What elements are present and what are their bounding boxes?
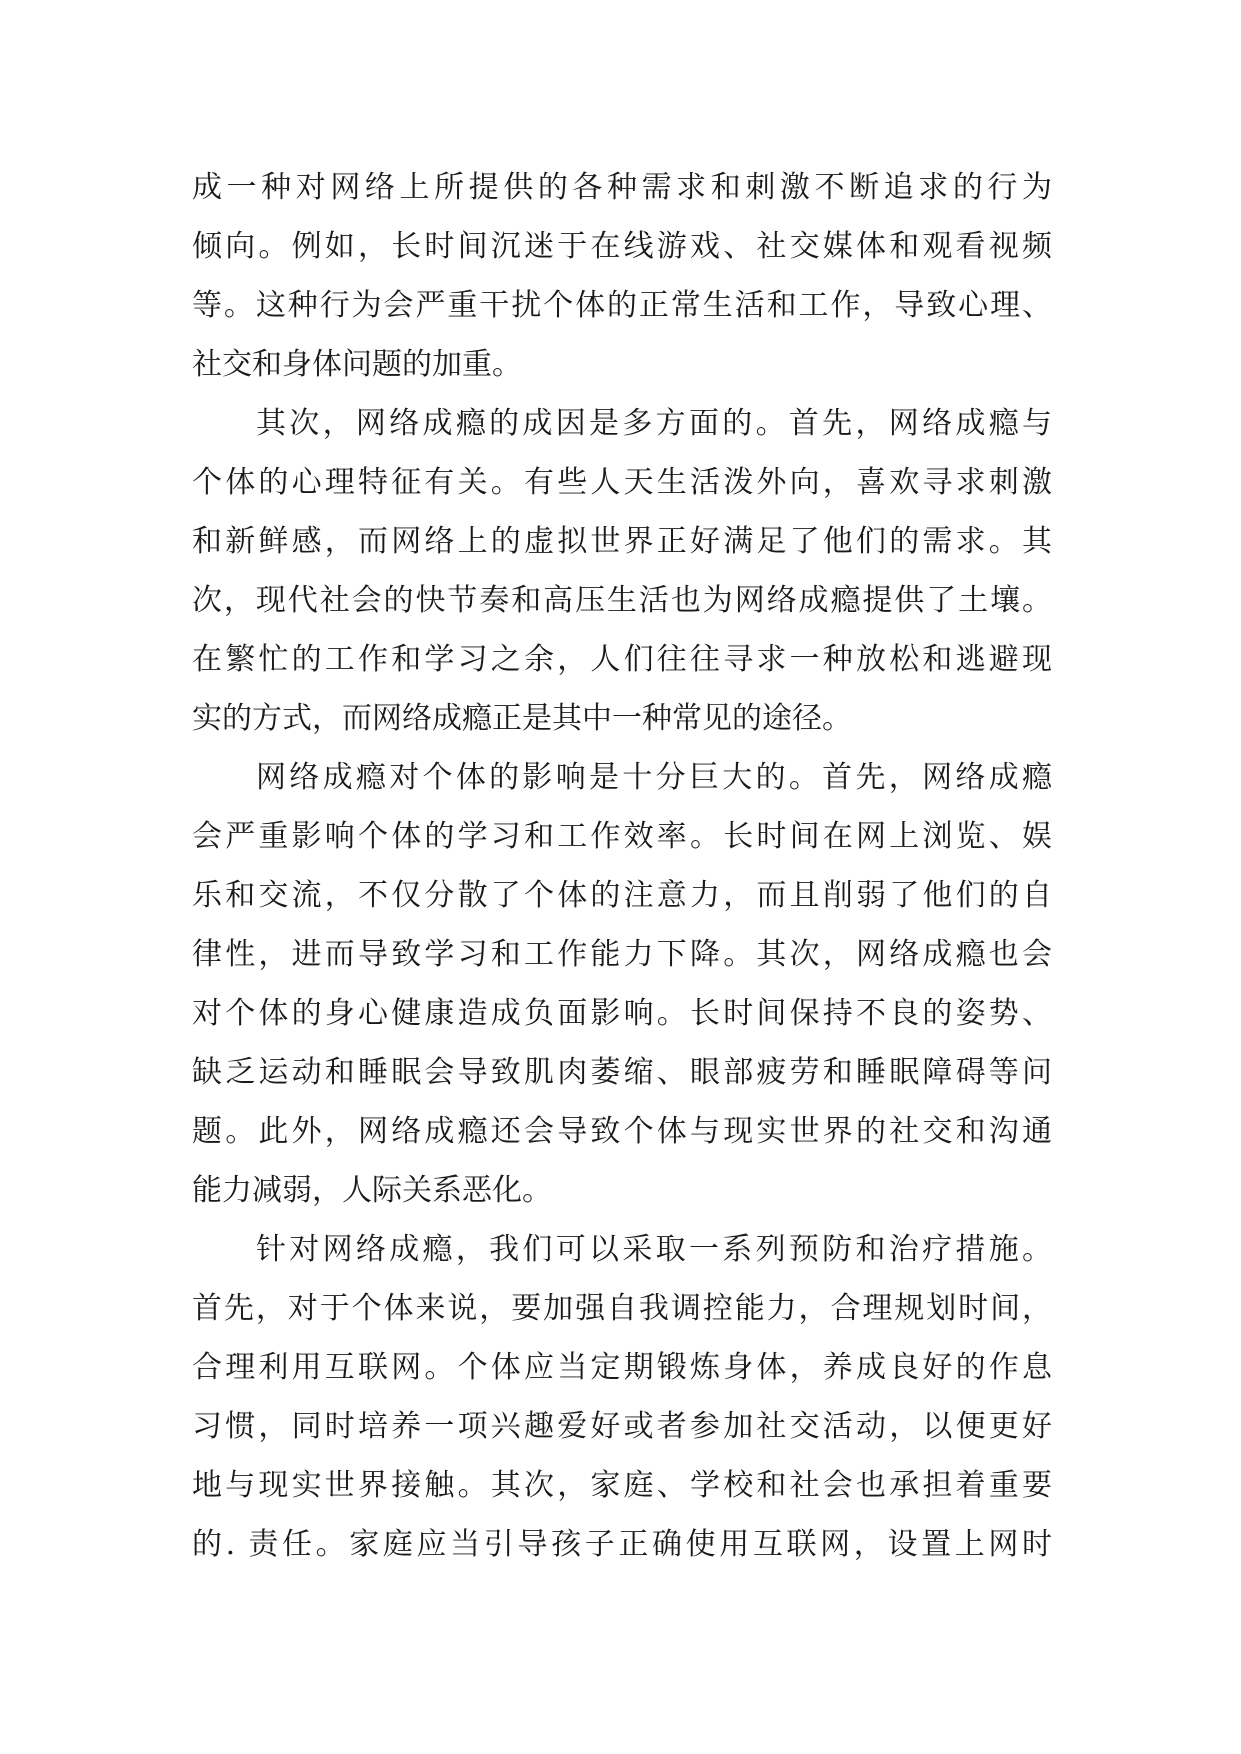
text-line: 缺乏运动和睡眠会导致肌肉萎缩、眼部疲劳和睡眠障碍等问 — [192, 1055, 1052, 1090]
text-line: 在繁忙的工作和学习之余，人们往往寻求一种放松和逃避现 — [192, 642, 1052, 677]
text-line: 首先，对于个体来说，要加强自我调控能力，合理规划时间， — [192, 1291, 1052, 1326]
text-line: 等。这种行为会严重干扰个体的正常生活和工作，导致心理、 — [192, 288, 1052, 323]
text-line: 乐和交流，不仅分散了个体的注意力，而且削弱了他们的自 — [192, 878, 1052, 913]
text-line: 习惯，同时培养一项兴趣爱好或者参加社交活动，以便更好 — [192, 1409, 1052, 1444]
paragraph-first-line: 其次，网络成瘾的成因是多方面的。首先，网络成瘾与 — [256, 406, 1052, 441]
text-line: 社交和身体问题的加重。 — [192, 347, 522, 382]
text-line: 的. 责任。家庭应当引导孩子正确使用互联网，设置上网时 — [192, 1527, 1052, 1562]
text-line: 成一种对网络上所提供的各种需求和刺激不断追求的行为 — [192, 170, 1052, 205]
text-line: 和新鲜感，而网络上的虚拟世界正好满足了他们的需求。其 — [192, 524, 1052, 559]
paragraph-first-line: 网络成瘾对个体的影响是十分巨大的。首先，网络成瘾 — [256, 760, 1052, 795]
text-line: 对个体的身心健康造成负面影响。长时间保持不良的姿势、 — [192, 996, 1052, 1031]
text-line: 能力减弱，人际关系恶化。 — [192, 1173, 552, 1208]
paragraph-first-line: 针对网络成瘾，我们可以采取一系列预防和治疗措施。 — [256, 1232, 1052, 1267]
body-text — [192, 158, 1052, 1574]
text-line: 个体的心理特征有关。有些人天生活泼外向，喜欢寻求刺激 — [192, 465, 1052, 500]
text-line: 倾向。例如，长时间沉迷于在线游戏、社交媒体和观看视频 — [192, 229, 1052, 264]
text-line: 实的方式，而网络成瘾正是其中一种常见的途径。 — [192, 701, 852, 736]
text-line: 律性，进而导致学习和工作能力下降。其次，网络成瘾也会 — [192, 937, 1052, 972]
text-line: 合理利用互联网。个体应当定期锻炼身体，养成良好的作息 — [192, 1350, 1052, 1385]
text-line: 次，现代社会的快节奏和高压生活也为网络成瘾提供了土壤。 — [192, 583, 1052, 618]
text-line: 会严重影响个体的学习和工作效率。长时间在网上浏览、娱 — [192, 819, 1052, 854]
text-line: 题。此外，网络成瘾还会导致个体与现实世界的社交和沟通 — [192, 1114, 1052, 1149]
text-line: 地与现实世界接触。其次，家庭、学校和社会也承担着重要 — [192, 1468, 1052, 1503]
